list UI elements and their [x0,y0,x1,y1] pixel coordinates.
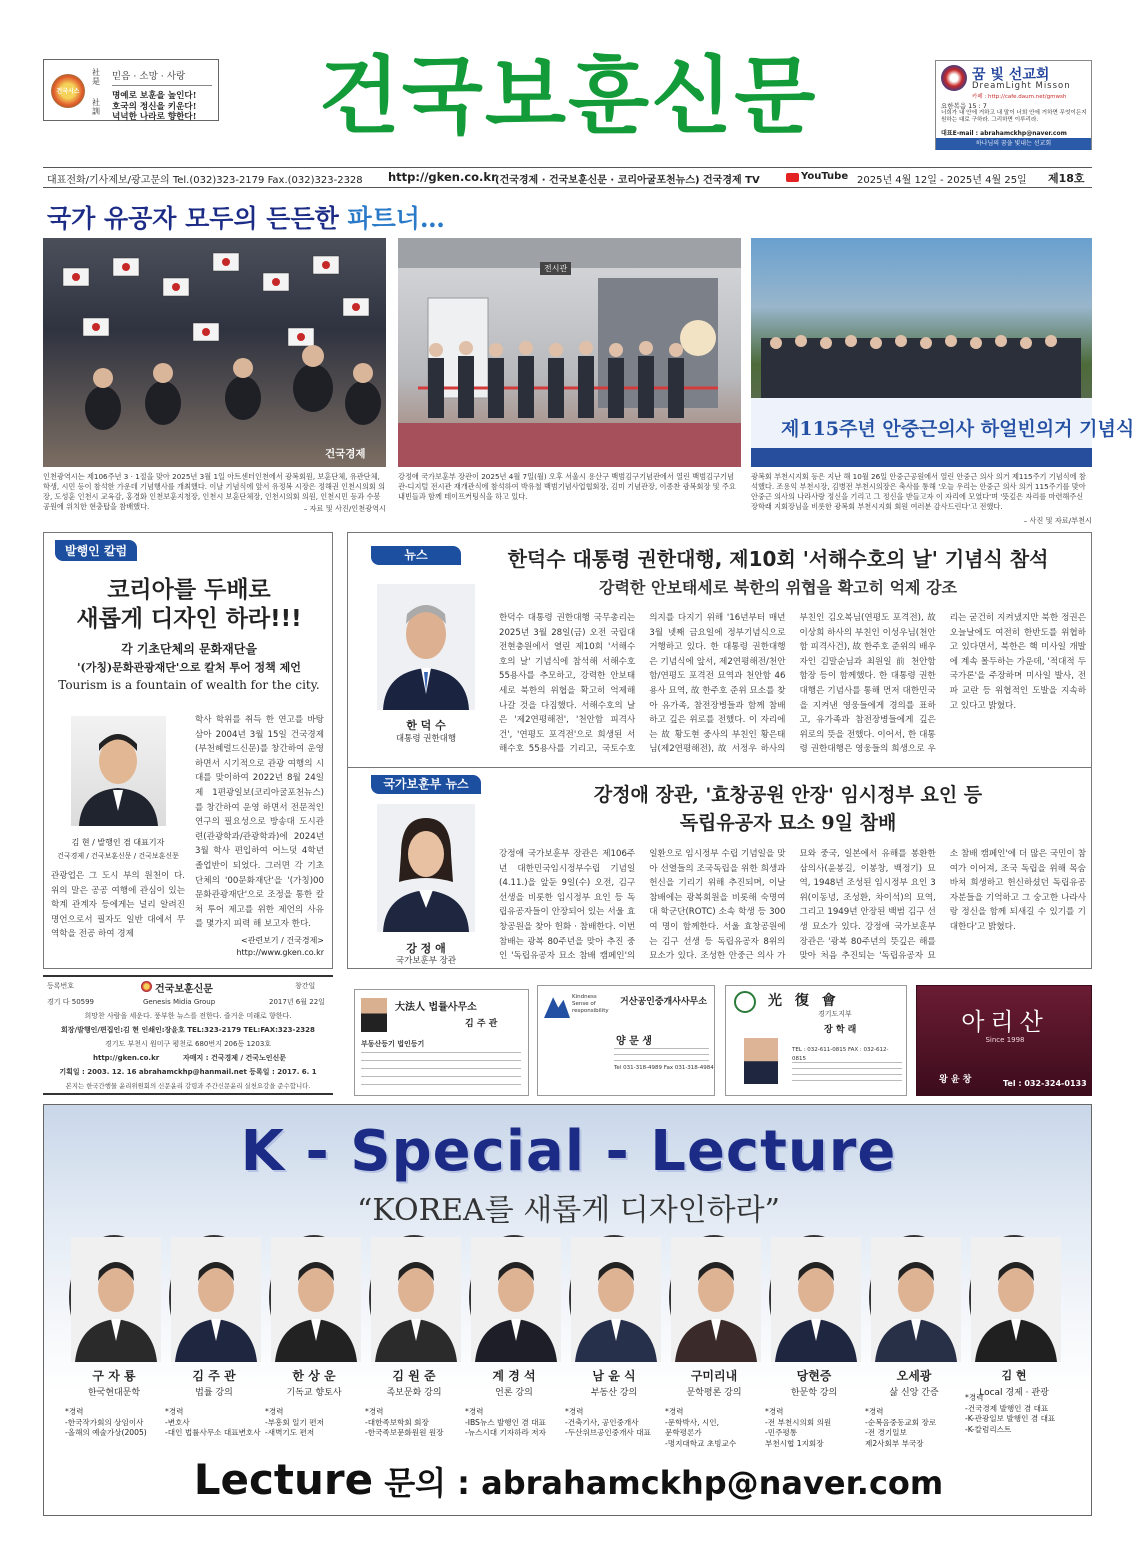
infobar-line-top [43,167,1092,168]
issue-date: 2025년 4월 12일 - 2025년 4월 25일 [857,175,1027,186]
lecture-email[interactable]: abrahamckhp@naver.com [481,1464,944,1502]
lecturer-career-line: *경력 [265,1407,284,1416]
imprint-founded-label: 창간일 [295,982,316,990]
infobar-media: (건국경제 · 건국보훈신문 · 코리아굴포천뉴스) 건국경제 TV [495,175,760,186]
imprint-slogan: 희망찬 사람을 세운다. 풍부한 뉴스를 전한다. 즐거운 미래로 향한다. [84,1012,292,1020]
lecturer-career-line: -순복음중동교회 장로 [865,1417,937,1427]
lecturer-name: 계 경 석 [492,1369,536,1383]
author-name: 김 현 / 발행인 겸 대표기자 [71,838,165,847]
photo-independence-ceremony [43,238,386,467]
news1-person-title: 대통령 권한대행 [395,734,457,744]
lecturer-name: 오세광 [896,1369,932,1383]
imprint-planned: 기획일 : 2003. 12. 16 abrahamckhp@hanmail.net 등록일 : 2017. 6. 1 [59,1068,317,1076]
lecturer-topic: 기독교 향토사 [286,1388,342,1398]
photo-museum-ribbon [398,238,741,467]
lecturer-career-line: *경력 [765,1407,784,1416]
lecturer-career [165,1407,269,1439]
imprint-url[interactable]: http://gken.co.kr [93,1054,160,1062]
column-url[interactable]: http://www.gken.co.kr [236,948,324,957]
lecturer-portrait [69,1235,159,1360]
mission-subtitle: DreamLight Misson [972,81,1071,91]
news2-tag: 국가보훈부 뉴스 [371,775,481,794]
photo-caption-3: 광복회 부천시지회 등은 지난 해 10월 26일 안중근공원에서 열린 안중근 의사 의거 제115주기 기념식에 참석했다. 조용익 부천시장, 김병전 부천시의장은 축사를 통해 '오늘 우리는 안중근 의사 의거 115주기를 맞아 안중근 의사의 나라사랑 정신을 기리고 그 정신을 받들고자 이 자리에 모였다'며 '뜻깊은 자리를 마련해주신 장학래 지회장님을 비롯한 광복회 부천시지회 회원 여러분 감사드린다'고 전했다. [751,472,1086,511]
lecturer-career-line: *경력 [865,1407,884,1416]
column-title-2: 새롭게 디자인 하라!!! [76,606,302,632]
motto-left-bottom: 社訓 [92,98,100,116]
imprint-address: 경기도 부천시 원미구 평천로 680번지 206동 1203호 [104,1040,272,1048]
imprint-sister: 자매지 : 건국경제 / 건국노인신문 [183,1054,287,1062]
lecturer-career-line: -변호사 [165,1417,190,1427]
gwangbok-detail-lines [792,1062,902,1086]
lecturer-career-line: -전 부천시의회 의원 [765,1417,832,1427]
author-titles: 건국경제 / 건국보훈신문 / 건국보훈신문 [57,852,179,860]
lecturer-topic: 부동산 강의 [590,1388,638,1398]
column-text-bottom: 관광업은 그 도시 부의 원천이 다. 위의 말은 공공 여행에 관심이 있는 학계 관계자 등에게는 널리 알려진 명언으로서 필자도 일반 대에서 무역학을 전공 하여 경제 [51,871,185,940]
lecturer-career [665,1407,769,1449]
lecturer-topic: 언론 강의 [495,1388,533,1398]
column-source: <관련보기 / 건국경제> [240,936,324,945]
issue-number: 제18호 [1048,172,1085,185]
law-portrait [361,998,387,1032]
lecturer-career-line: *경력 [365,1407,384,1416]
lecturer-name: 한 상 운 [292,1369,336,1383]
page-headline-main: 국가 유공자 모두의 든든한 [47,204,348,233]
newspaper-logo: 건국보훈신문 [318,47,818,145]
lecturer-topic: 한문학 강의 [790,1388,838,1398]
lecturer-portrait [669,1235,759,1360]
lecturer-career [465,1407,569,1439]
lecturer-career-line: -IBS뉴스 발행인 겸 대표 [465,1417,546,1427]
ceremony-banner: 제115주년 안중근의사 하얼빈의거 기념식 [781,418,1134,440]
lecturer-portrait [369,1235,459,1360]
mission-logo-icon [941,65,967,91]
photo-caption-1: 인천광역시는 제106주년 3 · 1절을 맞아 2025년 3월 1일 아트센터인천에서 광복회원, 보훈단체, 유관단체, 학생, 시민 등이 참석한 가운데 기념행사를 개최했다. 이날 기념식에 앞서 유정복 시장은 정해권 인천시의회 의장, 도성훈 인천시 교육감, 홍경화 인천보훈지청장, 인천시 보훈단체장, 인천시의회 의원, 인천시민 등과 수봉공원에 위치한 현충탑을 참배했다. [43,472,386,511]
publisher-column [43,532,333,969]
lecturer-portrait [869,1235,959,1360]
lecturer-name: 남 윤 식 [592,1369,636,1383]
lecturer-career-line: -대한족보학회 회장 [365,1417,429,1427]
lecturer-career-line: -문학박사, 시인, [665,1417,719,1427]
lecturer-career-line: -새벽기도 편저 [265,1428,315,1437]
imprint-company: Genesis Midia Group [143,998,216,1006]
lecturer-career-line: -부흥회 일기 편저 [265,1417,324,1427]
flags-illustration [43,238,386,467]
lecturer-career-line: -한국작가회의 상임이사 [65,1417,144,1427]
lecture-banner [43,1104,1092,1516]
gwangbok-sub: 경기도지부 [818,1010,852,1018]
lecturer-career-line: *경력 [465,1407,484,1416]
arisan-title: 아리산 [961,1008,1049,1036]
imprint-people: 회장/발행인/편집인:김 현 인쇄인:장윤호 TEL:323-2179 TEL:FAX:323-2328 [61,1026,315,1034]
column-tag: 발행인 칼럼 [55,540,137,561]
motto-line-2: 호국의 정신을 키운다! [112,101,197,112]
mission-verse: 요한복음 15 : 7 [941,102,987,110]
news2-title-2: 독립유공자 묘소 9일 참배 [679,812,897,834]
lecturer-career-line: *경력 [65,1407,84,1416]
news1-tag: 뉴스 [371,546,461,565]
photo-credit-3: – 사진 및 자료/부천시 [1023,516,1092,525]
lecturer-topic: Local 경제 · 관광 [979,1388,1049,1398]
lecturer-career [765,1407,869,1449]
column-text-right: 학사 학위를 취득 한 연고를 바탕삼아 2004년 3월 15일 건국경제(부천혜럴드신문)를 창간하여 운영 하면서 시기적으로 관광 여행의 시대를 맞이하여 2022년 8월 24일 제 1편광일보(코리아굴포천뉴스)를 창간하여 운영 하면서 전문적인 연구의 필요성으로 방송대 도시관련(관광학과/관광학과)에 2024년 3월 학사 편입하여 어느덧 4학년 졸업반이 되었다. 그러면 각 기초단체의 '00문화재단'을 '(가칭)00문화관광재단'으로 조정을 통한 칼처 투어 제고를 위한 제언의 사유를 몇가지 피력 해 보고자 한다. [195,715,324,930]
lecturer-career [365,1407,469,1439]
lecturer-career [865,1407,969,1449]
motto-main: 믿음 · 소망 · 사랑 [112,71,186,82]
news2-portrait [377,804,475,932]
column-title-1: 코리아를 두배로 [107,577,271,603]
lecturer-career-line: -명지대학교 초빙교수 [665,1438,737,1448]
infobar-url[interactable]: http://gken.co.kr [388,170,497,184]
news2-title-1: 강정애 장관, '효창공원 안장' 임시정부 요인 등 [593,784,983,806]
lecturer-career-line: *경력 [665,1407,684,1416]
mission-url[interactable]: 카페 : http://cafe.daum.net/gmwsh [972,94,1067,100]
lecturer-name: 김 주 관 [192,1369,236,1383]
arisan-person: 왕 윤 창 [939,1075,972,1085]
gwangbok-person: 장 학 래 [824,1025,857,1035]
lecturer-career-line: 부천시협 1지회장 [765,1438,824,1448]
lecturer-portrait [769,1235,859,1360]
lecturer-name: 김 원 준 [392,1369,436,1383]
law-title: 大法人 법률사무소 [395,1002,477,1013]
lecturer-topic: 삶 신앙 간증 [889,1388,939,1398]
lecturer-topic: 한국현대문학 [87,1388,141,1398]
column-sub-en: Tourism is a fountain of wealth for the city. [58,678,320,692]
lecturer-name: 구미리내 [690,1369,738,1383]
lecture-subtitle: “KOREA를 새롭게 디자인하라” [357,1193,780,1228]
lecturer-career-line: -건국경제 발행인 겸 대표 [965,1403,1049,1413]
law-person: 김 주 관 [465,1019,498,1029]
mission-title: 꿈 빛 선교회 [972,67,1050,83]
gwangbok-emblem [734,991,756,1013]
lecturer-career-line: *경력 [965,1393,984,1402]
imprint-logo: 건국보훈신문 [155,984,213,995]
lecturer-name: 당현증 [796,1369,832,1383]
ad-arisan-restaurant[interactable] [916,985,1092,1096]
lecture-footer-big: Lecture [193,1455,374,1504]
lecturer-career-line: -뉴스시대 기자하라 저자 [465,1428,546,1437]
lecturer-career-line: *경력 [165,1407,184,1416]
lecturer-career-line: -올해의 예술가상(2005) [65,1428,147,1437]
law-line: 부동산등기 법인등기 [361,1040,425,1048]
ad-gwangbokhoe[interactable] [725,985,907,1096]
mission-ad [935,60,1092,150]
photo-watermark: 건국경제 [325,448,366,460]
realty-slogan: Kindness Sense of responsibility [572,994,609,1014]
gwangbok-contact: TEL : 032-611-0815 FAX : 032-612-0815 [792,1047,889,1062]
lecturer-name: 김 현 [1001,1369,1027,1382]
imprint-reg-label: 등록번호 [47,982,75,990]
ad-realty-office[interactable] [537,985,715,1096]
motto-divider [112,85,212,86]
imprint-ethics: 본지는 한국간행물 윤리위원회의 신문윤리 강령과 주간신문윤리 실천요강을 준수합니다. [65,1082,311,1090]
motto-line-1: 명예로 보훈을 높인다! [112,91,197,101]
lecturer-topic: 족보문화 강의 [386,1388,442,1398]
lecturer-career-line: *경력 [565,1407,584,1416]
lecturer-career-line: 제2사회부 부국장 [865,1438,924,1448]
mission-verse-text: 너희가 내 안에 거하고 내 말이 너희 안에 거하면 무엇이든지 원하는 대로 구하라. 그리하면 이루리라. [941,110,1087,123]
news1-body: 한덕수 대통령 권한대행 국무총리는 2025년 3월 28일(금) 오전 국립대전현충원에서 열린 제10회 '서해수호의 날' 기념식에 참석해 서해수호 55용사를 추모하고, 강력한 안보태세로 북한의 위협을 확고히 억제해 나갈 것을 다짐했다. 서해수호의 날은 '제2연평해전', '천안함 피격사건', '연평도 포격전'으로 희생된 서해수호 55용사를 기리고, 국토수호 의지를 다지기 위해 '16년부터 매년 3월 넷째 금요일에 정부기념식으로 거행하고 있다. 한 대통령 권한대행은 기념식에 앞서, 제2연평해전/천안함/연평도 포격전 묘역과 천안함 46용사 묘역, 故 한주호 준위 묘소를 찾아 유가족, 참전장병들과 함께 참배하고 깊은 위로를 전했다. 이 자리에는 故 황도현 중사의 부친인 황은태님(제2연평해전), 故 서정우 하사의 부친인 김오복님(연평도 포격전), 故 이상희 하사의 부친인 이성우님(천안함 피격사건), 故 한주호 준위의 배우자인 김말순님과 최원일 前 천안함 함장 등이 함께했다. 한 대통령 권한대행은 기념사를 통해 먼저 대한민국을 지켜낸 영웅들에게 경의를 표하고, 유가족과 참전장병들에게 깊은 위로의 뜻을 전했다. 이어서, 한 대통령 권한대행은 영웅들의 희생으로 우리는 굳건히 지켜냈지만 북한 정권은 오늘날에도 여전히 한반도를 위협하고 있다면서, 북한은 핵 미사일 개발에 계속 몰두하는 가운데, '적대적 두 국가론'을 주장하며 미사일 발사, 전파 교란 등 위협적인 도발을 지속하고 있다고 밝혔다. [499,613,1086,755]
lecture-footer [44,1455,1093,1504]
mission-email[interactable]: 대표E-mail : abrahamckhp@naver.com [941,130,1067,137]
news-article-1 [347,532,1092,786]
lecturer-portrait [269,1235,359,1360]
lecturer-portrait [469,1235,559,1360]
news-article-2 [347,767,1092,969]
mission-footer: 하나님의 꿈을 빛내는 선교회 [936,138,1091,150]
column-sub-2: '(가칭)문화관광재단'으로 칼처 투어 정책 제언 [77,661,301,674]
realty-title: 거산공인중개사사무소 [620,997,707,1007]
motto-box [43,59,219,121]
lecturer-portrait [169,1235,259,1360]
youtube-icon[interactable] [786,173,799,182]
imprint-box [43,975,333,1095]
lecturer-career-line: -민주평통 [765,1428,798,1437]
page-headline [47,199,445,235]
lecturer-career-line: -두산위브공인중개사 대표 [565,1428,651,1437]
lecture-title: K - Special - Lecture [240,1119,897,1184]
infobar-line-bottom [43,187,1092,188]
motto-badge: 건국시스 [56,88,80,95]
lecturer-portrait [569,1235,659,1360]
lecturer-career-line: -K-칼럼리스트 [965,1424,1012,1434]
lecturer-career-line: -K-관광일보 발행인 겸 대표 [965,1414,1056,1423]
museum-sign: 전시관 [540,262,571,275]
lecturer-career-line: 문학평론가 [665,1428,702,1437]
realty-contact: Tel 031-318-4989 Fax 031-318-4984 [614,1065,714,1071]
news1-subtitle: 강력한 안보태세로 북한의 위협을 확고히 억제 강조 [599,578,957,597]
imprint-founded: 2017년 6월 22일 [269,998,325,1006]
lecturer-career [565,1407,669,1439]
author-portrait [71,716,166,826]
lecturer-name: 구 자 룡 [92,1369,136,1383]
news1-portrait [377,584,475,710]
gwangbok-title: 光 復 會 [768,993,840,1009]
youtube-label[interactable]: YouTube [801,171,849,182]
lecturer-career [965,1393,1083,1435]
lecturer-career [65,1407,169,1439]
lecturer-topic: 문학평론 강의 [686,1388,742,1398]
infobar-left: 대표전화/기사제보/광고문의 Tel.(032)323-2179 Fax.(032)323-2328 [47,175,363,186]
news2-person-title: 국가보훈부 장관 [395,956,457,966]
page-headline-accent: 파트너… [347,204,445,233]
realty-detail-lines [614,1048,709,1062]
lecturer-topic: 법률 강의 [195,1388,233,1398]
arisan-tel: Tel : 032-324-0133 [1003,1079,1087,1088]
ad-law-office[interactable] [354,989,529,1096]
motto-line-3: 넉넉한 나라로 향한다! [112,112,197,122]
photo-credit-1: – 자료 및 사진/인천광역시 [303,504,386,513]
photo-ahn-jung-geun-ceremony [751,238,1134,467]
column-sub-1: 각 기초단체의 문화재단을 [121,642,257,656]
realty-person: 양 문 생 [616,1036,652,1047]
news1-person-name: 한 덕 수 [406,719,446,732]
lecturer-career-line: -한국족보문화원원 원장 [365,1428,444,1437]
news2-person-name: 강 정 애 [406,942,446,955]
imprint-reg-no: 경기 다 50599 [47,998,95,1006]
arisan-since: Since 1998 [985,1036,1025,1044]
lecturer-career-line: -전 경기일보 [865,1428,907,1437]
lecturer-career [265,1407,369,1439]
lecturer-portrait [969,1235,1059,1360]
news1-title: 한덕수 대통령 권한대행, 제10회 '서해수호의 날' 기념식 참석 [507,547,1049,571]
news2-body: 강정애 국가보훈부 장관은 제106주년 대한민국임시정부수립 기념일(4.11.)을 앞둔 9일(수) 오전, 김구 선생을 비롯한 임시정부 요인 등 독립유공자들이 안장되어 있는 서울 효창공원을 찾아 헌화 · 참배한다. 이번 참배는 광복 80주년을 맞아 추진 중인 '독립유공자 묘소 참배 캠페인'의 일환으로 임시정부 수립 기념일을 맞아 선열들의 조국독립을 위한 희생과 헌신을 기리기 위해 추진되며, 이날 참배에는 광복회원을 비롯해 숙명여대 학군단(ROTC) 소속 학생 등 300여 명이 함께한다. 서울 효창공원에는 김구 선생 등 독립유공자 8위의 묘소가 있다. 조성한 안중근 의사 가묘와 중국, 일본에서 유해를 봉환한 삼의사(윤봉길, 이봉창, 백정기) 묘역, 1948년 조성된 임시정부 요인 3위(이동녕, 조성환, 차이석)의 묘역, 그리고 1949년 안장된 백범 김구 선생 묘소가 있다. 강정애 국가보훈부 장관은 '광복 80주년의 뜻깊은 해를 맞아 처음 추진되는 '독립유공자 묘소 참배 캠페인'에 더 많은 국민이 참여가 이어져, 조국 독립을 위해 목숨 바쳐 희생하고 헌신하셨던 독립유공자분들을 기억하고 그 숭고한 나라사랑 정신을 함께 되새길 수 있기를 기대한다'고 밝혔다. [499,849,1086,962]
gwangbok-portrait [744,1038,778,1084]
law-detail-lines [361,1052,521,1086]
lecturer-career-line: -건축기사, 공인중개사 [565,1417,639,1427]
lecturer-career-line: -대인 법률사무소 대표변호사 [165,1428,261,1437]
imprint-logo-icon [141,981,152,992]
photo-caption-2: 강정애 국가보훈부 장관이 2025년 4월 7일(월) 오후 서울시 용산구 백범김구기념관에서 열린 백범김구기념관-디지털 전시관 재개관식에 참석하여 박유철 백범기념사업협회장, 김미 기념관장, 이종찬 광복회장 및 주요내빈들과 함께 테이프커팅식을 하고 있다. [398,472,736,501]
realty-logo-icon [544,992,570,1018]
lecture-footer-mid: 문의 : [373,1464,482,1502]
motto-left-top: 社是 [92,68,100,86]
